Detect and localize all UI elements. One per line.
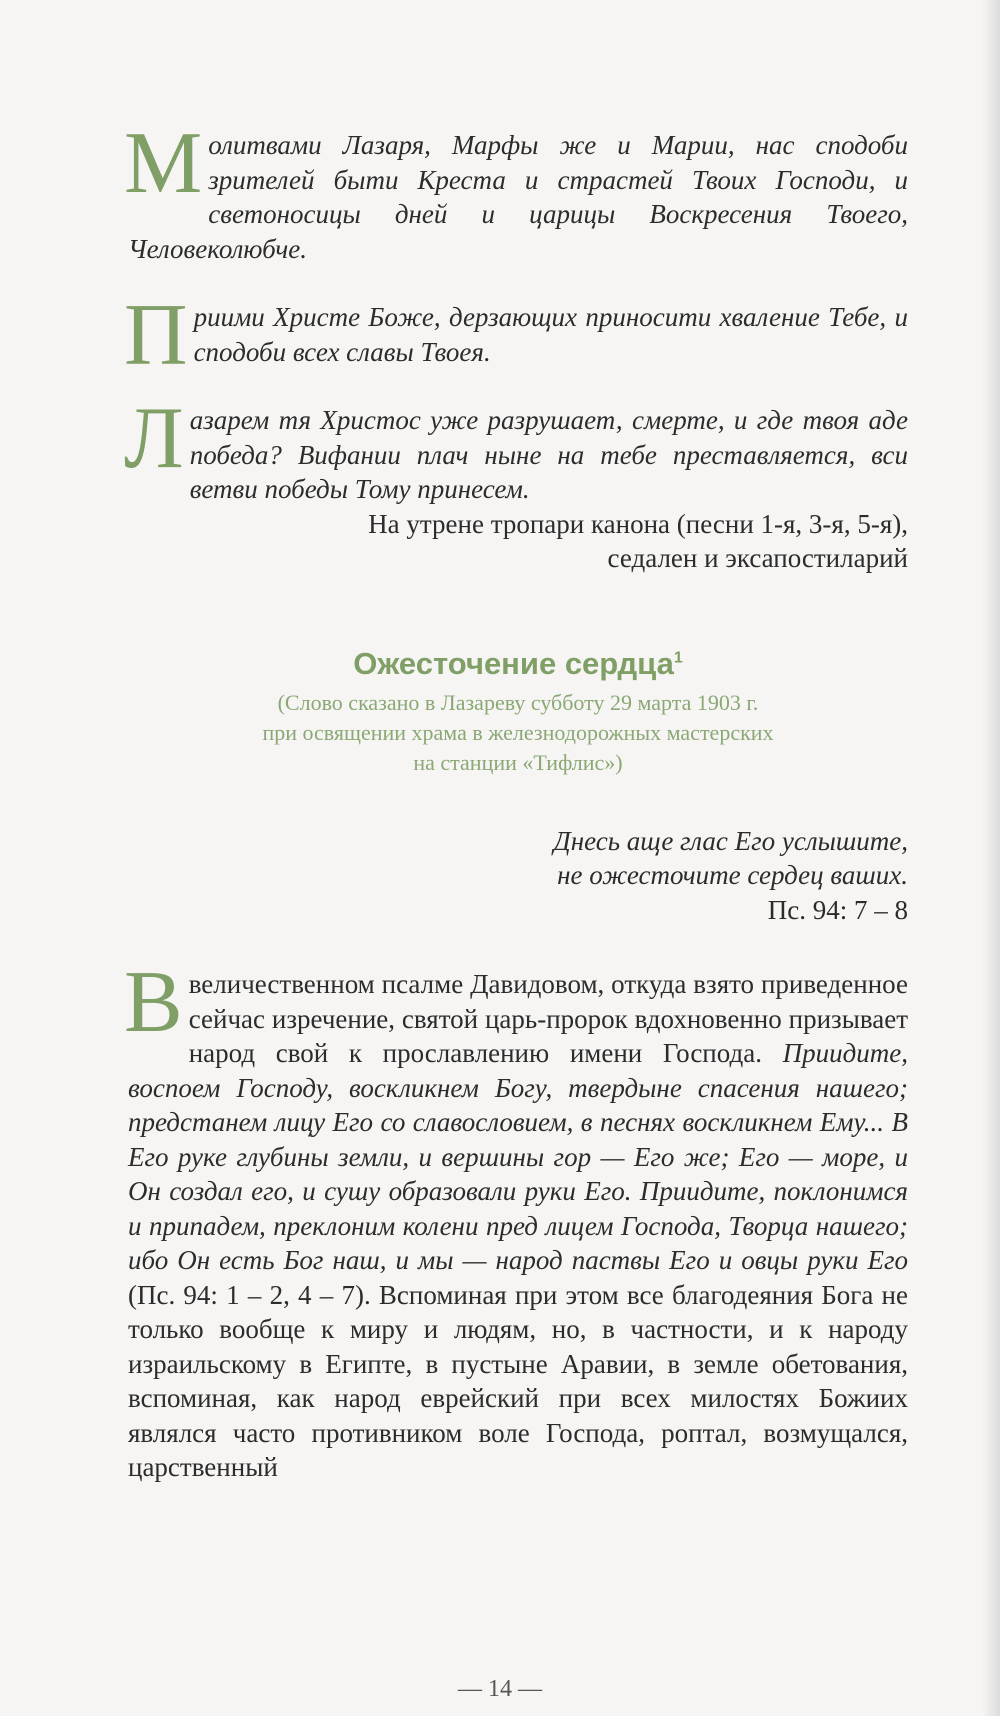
drop-cap: М	[124, 115, 203, 212]
epigraph-line-1: Днесь аще глас Его услышите,	[553, 825, 908, 856]
rubric-line-2: седален и эксапостиларий	[607, 543, 908, 573]
page-edge-shadow	[982, 0, 1000, 1716]
book-page	[124, 115, 908, 1485]
drop-cap: П	[124, 287, 188, 384]
prayer-text: риими Христе Боже, дерзающих приносити хваление Тебе, и сподоби всех славы Твоея.	[193, 302, 908, 367]
subtitle-line-2: при освящении храма в железнодорожных мастерских	[262, 719, 774, 745]
epigraph-reference: Пс. 94: 7 – 8	[767, 894, 908, 925]
psalm-quote: Приидите, воспоем Господу, воскликнем Богу, твердыне спасения нашего; предстанем лицу Его со славословием, в песнях воскликнем Ему... В Его руке глубины земли, и вершины гор — Его же; Его — море, и Он создал его, и сушу образовали руки Его. Приидите, поклонимся и припадем, преклоним колени пред лицем Господа, Творца нашего; ибо Он есть Бог наш, и мы — народ паствы Его и овцы руки Его	[128, 1038, 908, 1275]
drop-cap: Л	[124, 390, 184, 487]
sermon-text-1: величественном псалме Давидовом, откуда взято приведенное сейчас изречение, святой царь-пророк вдохновенно призывает народ свой к прославлению имени Господа.	[188, 969, 908, 1068]
section-title-text: Ожесточение сердца	[353, 645, 674, 681]
section-title	[128, 644, 908, 684]
prayer-paragraph-2	[124, 287, 908, 384]
sermon-paragraph	[124, 954, 908, 1485]
subtitle-line-1: (Слово сказано в Лазареву субботу 29 марта 1903 г.	[277, 689, 759, 715]
epigraph	[128, 824, 908, 928]
footnote-mark[interactable]: 1	[673, 649, 683, 667]
prayer-paragraph-3	[124, 390, 908, 507]
drop-cap: В	[124, 954, 183, 1051]
prayer-text: олитвами Лазаря, Марфы же и Марии, нас сподоби зрителей быти Креста и страстей Твоих Господи, и светоносицы дней и царицы Воскресения Твоего, Человеколюбче.	[128, 130, 908, 264]
sermon-text-2: (Пс. 94: 1 – 2, 4 – 7). Вспоминая при этом все благодеяния Бога не только вообще к миру и людям, но, в частности, и к народу израильскому в Египте, в пустыне Аравии, в земле обетования, вспоминая, как народ еврейский при всех милостях Божиих являлся часто противником воле Господа, роптал, возмущался, царственный	[128, 1279, 908, 1482]
subtitle-line-3: на станции «Тифлис»)	[413, 749, 623, 775]
epigraph-line-2: не ожесточите сердец ваших.	[557, 860, 908, 890]
section-subtitle	[128, 688, 908, 778]
liturgical-rubric	[128, 507, 908, 576]
rubric-line-1: На утрене тропари канона (песни 1-я, 3-я, 5-я),	[368, 508, 908, 539]
page-number: — 14 —	[458, 1676, 542, 1702]
prayer-text: азарем тя Христос уже разрушает, смерте, и где твоя аде победа? Вифании плач ныне на тебе преставляется, вси ветви победы Тому принесем.	[189, 405, 908, 504]
prayer-paragraph-1	[124, 115, 908, 266]
